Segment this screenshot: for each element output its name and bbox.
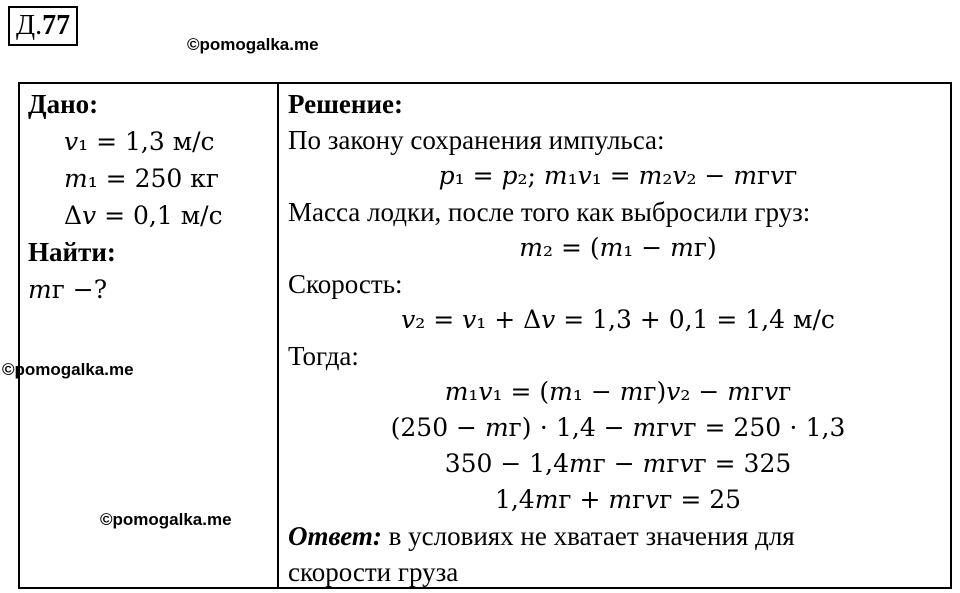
solution-formula: (250 − 𝑚г) ⋅ 1,4 − 𝑚г𝑣г = 250 ⋅ 1,3 [390, 413, 846, 442]
problem-label [8, 6, 78, 46]
given-column [28, 86, 273, 308]
solution-formula: 𝑚₁𝑣₁ = (𝑚₁ − 𝑚г)𝑣₂ − 𝑚г𝑣г [444, 377, 792, 406]
given-item: Δ𝑣 = 0,1 м/с [64, 201, 223, 230]
watermark: ©pomogalka.me [100, 510, 232, 529]
answer-line [288, 518, 948, 554]
watermark: ©pomogalka.me [187, 35, 319, 54]
solution-formula: 𝑣₂ = 𝑣₁ + Δ𝑣 = 1,3 + 0,1 = 1,4 м/с [401, 305, 835, 334]
problem-number: 77 [42, 10, 71, 41]
solution-text: Тогда: [288, 341, 359, 371]
answer-label: Ответ: [288, 521, 382, 551]
column-divider [277, 82, 279, 589]
solution-column [288, 86, 948, 590]
solution-text: По закону сохранения импульса: [288, 125, 665, 155]
answer-text: в условиях не хватает значения для [381, 521, 795, 551]
find-heading: Найти: [28, 237, 116, 267]
watermark: ©pomogalka.me [2, 360, 134, 379]
given-item: 𝑚₁ = 250 кг [64, 164, 219, 193]
given-item: 𝑣₁ = 1,3 м/с [64, 127, 215, 156]
answer-text-continued: скорости груза [288, 557, 459, 587]
find-item: 𝑚г −? [28, 275, 108, 304]
solution-formula: 1,4𝑚г + 𝑚г𝑣г = 25 [494, 485, 742, 514]
solution-formula: 𝑝₁ = 𝑝₂; 𝑚₁𝑣₁ = 𝑚₂𝑣₂ − 𝑚г𝑣г [438, 161, 798, 190]
solution-formula: 350 − 1,4𝑚г − 𝑚г𝑣г = 325 [444, 449, 792, 478]
solution-text: Скорость: [288, 269, 403, 299]
solution-heading: Решение: [288, 89, 403, 119]
given-heading: Дано: [28, 89, 99, 119]
problem-prefix: Д. [16, 10, 43, 41]
solution-formula: 𝑚₂ = (𝑚₁ − 𝑚г) [519, 233, 717, 262]
solution-text: Масса лодки, после того как выбросили груз: [288, 197, 811, 227]
